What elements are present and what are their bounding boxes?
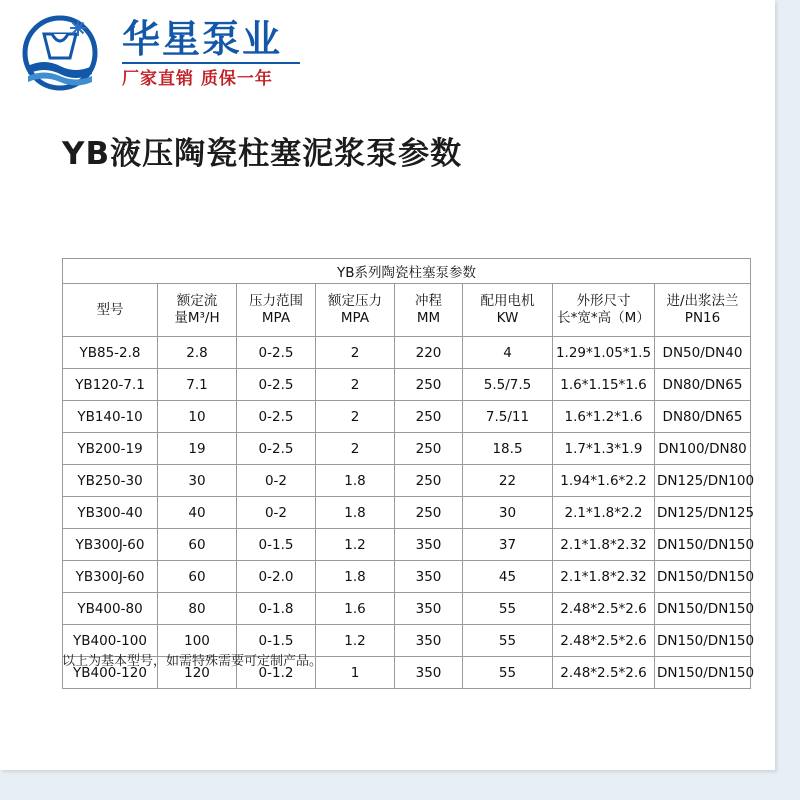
table-row [63, 561, 751, 593]
cell-rated-flow: 2.8 [158, 337, 237, 369]
column-header-motor [463, 284, 553, 337]
cell-dimensions: 2.48*2.5*2.6 [553, 593, 655, 625]
column-header-dimensions [553, 284, 655, 337]
header-line: 量M³/H [174, 310, 220, 326]
cell-model: YB300J-60 [63, 529, 158, 561]
cell-flange: DN80/DN65 [655, 401, 751, 433]
cell-rated-pressure: 2 [316, 401, 395, 433]
cell-pressure-range: 0-2.5 [237, 337, 316, 369]
header-line: 配用电机 [480, 293, 535, 309]
header-line: MPA [261, 310, 291, 326]
cell-rated-flow: 60 [158, 561, 237, 593]
table-row [63, 337, 751, 369]
header-line: 冲程 [415, 293, 442, 309]
cell-model: YB400-100 [63, 625, 158, 657]
footnote: 以上为基本型号，如需特殊需要可定制产品。 [62, 654, 323, 669]
cell-rated-pressure: 1.6 [316, 593, 395, 625]
cell-motor: 45 [463, 561, 553, 593]
cell-model: YB400-120 [63, 657, 158, 689]
cell-model: YB200-19 [63, 433, 158, 465]
cell-flange: DN150/DN150 [655, 625, 751, 657]
header-line: 外形尺寸 [576, 293, 631, 309]
cell-dimensions: 2.48*2.5*2.6 [553, 657, 655, 689]
header-line: 型号 [96, 301, 124, 318]
cell-stroke: 350 [395, 529, 463, 561]
cell-flange: DN80/DN65 [655, 369, 751, 401]
header-line: MM [416, 310, 441, 326]
cell-dimensions: 2.1*1.8*2.2 [553, 497, 655, 529]
table-row [63, 369, 751, 401]
cell-stroke: 220 [395, 337, 463, 369]
cell-motor: 5.5/7.5 [463, 369, 553, 401]
cell-model: YB140-10 [63, 401, 158, 433]
cell-stroke: 250 [395, 401, 463, 433]
cell-pressure-range: 0-1.5 [237, 625, 316, 657]
cell-stroke: 250 [395, 369, 463, 401]
cell-dimensions: 2.48*2.5*2.6 [553, 625, 655, 657]
cell-model: YB300J-60 [63, 561, 158, 593]
cell-pressure-range: 0-1.2 [237, 657, 316, 689]
cell-pressure-range: 0-2.5 [237, 369, 316, 401]
table-caption-row [63, 259, 751, 284]
cell-stroke: 350 [395, 561, 463, 593]
cell-flange: DN150/DN150 [655, 529, 751, 561]
cell-dimensions: 2.1*1.8*2.32 [553, 561, 655, 593]
table-row [63, 497, 751, 529]
cell-motor: 4 [463, 337, 553, 369]
cell-motor: 37 [463, 529, 553, 561]
cell-model: YB85-2.8 [63, 337, 158, 369]
cell-model: YB400-80 [63, 593, 158, 625]
cell-rated-pressure: 2 [316, 369, 395, 401]
cell-rated-flow: 60 [158, 529, 237, 561]
company-logo [14, 12, 314, 97]
header-line: KW [496, 310, 519, 326]
table-row [63, 433, 751, 465]
cell-motor: 22 [463, 465, 553, 497]
header-line: PN16 [684, 310, 721, 326]
cell-motor: 30 [463, 497, 553, 529]
brand-slogan: 厂家直销 质保一年 [122, 69, 273, 89]
cell-flange: DN125/DN100 [655, 465, 751, 497]
cell-rated-flow: 19 [158, 433, 237, 465]
cell-rated-pressure: 2 [316, 433, 395, 465]
header-line: 额定压力 [328, 293, 382, 309]
spec-table-container [62, 258, 755, 689]
cell-rated-pressure: 1 [316, 657, 395, 689]
cell-stroke: 250 [395, 465, 463, 497]
column-header-rated-pressure [316, 284, 395, 337]
cell-rated-pressure: 1.8 [316, 561, 395, 593]
brand-name: 华星泵业 [122, 17, 283, 61]
cell-rated-pressure: 1.8 [316, 497, 395, 529]
cell-dimensions: 1.7*1.3*1.9 [553, 433, 655, 465]
brand-text-block [122, 16, 312, 89]
cell-flange: DN100/DN80 [655, 433, 751, 465]
cell-rated-flow: 120 [158, 657, 237, 689]
cell-dimensions: 2.1*1.8*2.32 [553, 529, 655, 561]
header-line: MPA [340, 310, 370, 326]
cell-pressure-range: 0-2.0 [237, 561, 316, 593]
cell-rated-pressure: 1.8 [316, 465, 395, 497]
page-title: YB液压陶瓷柱塞泥浆泵参数 [62, 136, 463, 172]
cell-dimensions: 1.94*1.6*2.2 [553, 465, 655, 497]
cell-motor: 55 [463, 593, 553, 625]
cell-stroke: 350 [395, 625, 463, 657]
column-header-model [63, 284, 158, 337]
cell-dimensions: 1.6*1.15*1.6 [553, 369, 655, 401]
cell-motor: 55 [463, 657, 553, 689]
cell-stroke: 350 [395, 593, 463, 625]
cell-dimensions: 1.29*1.05*1.5 [553, 337, 655, 369]
header-line: 进/出浆法兰 [666, 293, 739, 309]
spec-table-body [63, 259, 755, 689]
cell-rated-flow: 80 [158, 593, 237, 625]
column-header-stroke [395, 284, 463, 337]
cell-flange: DN150/DN150 [655, 593, 751, 625]
cell-pressure-range: 0-1.8 [237, 593, 316, 625]
cell-pressure-range: 0-2 [237, 465, 316, 497]
table-row [63, 465, 751, 497]
cell-rated-flow: 100 [158, 625, 237, 657]
cell-stroke: 250 [395, 433, 463, 465]
cell-model: YB250-30 [63, 465, 158, 497]
table-header-row [63, 284, 751, 337]
wave-pump-logo-icon [14, 14, 110, 92]
header-line: 长*宽*高（M） [557, 310, 650, 326]
cell-rated-pressure: 2 [316, 337, 395, 369]
cell-motor: 7.5/11 [463, 401, 553, 433]
cell-rated-pressure: 1.2 [316, 625, 395, 657]
cell-rated-flow: 30 [158, 465, 237, 497]
cell-flange: DN150/DN150 [655, 561, 751, 593]
cell-dimensions: 1.6*1.2*1.6 [553, 401, 655, 433]
cell-pressure-range: 0-2.5 [237, 401, 316, 433]
cell-pressure-range: 0-1.5 [237, 529, 316, 561]
cell-rated-pressure: 1.2 [316, 529, 395, 561]
header-line: 压力范围 [249, 293, 303, 309]
header-line: 额定流 [176, 293, 218, 309]
table-row [63, 529, 751, 561]
cell-rated-flow: 7.1 [158, 369, 237, 401]
cell-model: YB300-40 [63, 497, 158, 529]
table-caption: YB系列陶瓷柱塞泵参数 [63, 259, 751, 284]
cell-stroke: 250 [395, 497, 463, 529]
table-row [63, 593, 751, 625]
cell-flange: DN125/DN125 [655, 497, 751, 529]
cell-motor: 18.5 [463, 433, 553, 465]
cell-rated-flow: 40 [158, 497, 237, 529]
spec-table [62, 258, 755, 689]
cell-flange: DN150/DN150 [655, 657, 751, 689]
cell-pressure-range: 0-2.5 [237, 433, 316, 465]
column-header-pressure-range [237, 284, 316, 337]
cell-model: YB120-7.1 [63, 369, 158, 401]
brand-divider [122, 62, 300, 64]
cell-flange: DN50/DN40 [655, 337, 751, 369]
column-header-flange [655, 284, 751, 337]
table-row [63, 401, 751, 433]
column-header-rated-flow [158, 284, 237, 337]
cell-stroke: 350 [395, 657, 463, 689]
cell-pressure-range: 0-2 [237, 497, 316, 529]
cell-motor: 55 [463, 625, 553, 657]
cell-rated-flow: 10 [158, 401, 237, 433]
